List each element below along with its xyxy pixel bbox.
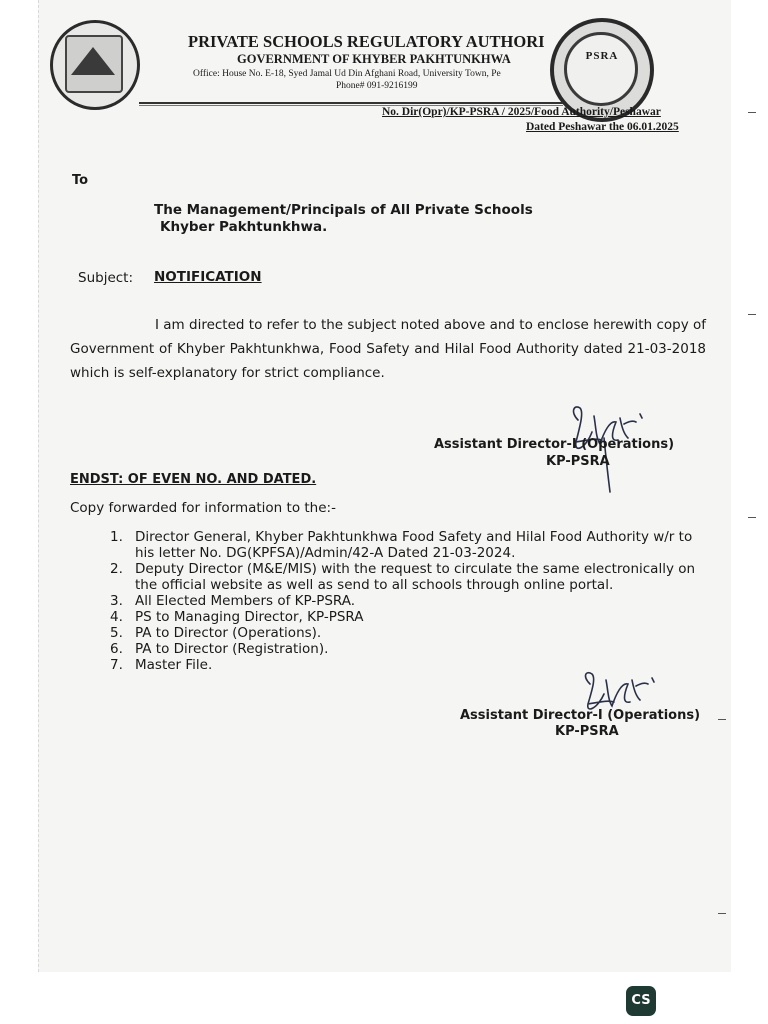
- letterhead-phone: Phone# 091-9216199: [336, 81, 418, 91]
- letter-body-text: I am directed to refer to the subject noted above and to enclose herewith copy of Government of Khyber Pakhtunkhwa, Food Safety and Hilal Food Authority dated 21-03-2018 which is self-explanatory for strict compliance.: [70, 317, 706, 381]
- list-item: 5. PA to Director (Operations).: [110, 625, 322, 641]
- signature-1-org: KP-PSRA: [546, 454, 610, 469]
- margin-mark: [718, 913, 726, 914]
- margin-mark: [748, 517, 756, 518]
- margin-mark: [748, 112, 756, 113]
- list-item: 7. Master File.: [110, 657, 213, 673]
- subject-label: Subject:: [78, 270, 134, 286]
- emblem-mountain-icon: [71, 47, 115, 75]
- letter-body: [70, 313, 706, 385]
- signature-1-title: Assistant Director-I (Operations): [434, 437, 675, 452]
- list-item: 4. PS to Managing Director, KP-PSRA: [110, 609, 364, 625]
- list-item: 2. Deputy Director (M&E/MIS) with the request to circulate the same electronically on the official website as well as send to all schools through online portal.: [110, 561, 696, 593]
- margin-mark: [718, 719, 726, 720]
- letterhead-title: PRIVATE SCHOOLS REGULATORY AUTHORI: [188, 32, 545, 51]
- letterhead-office-address: Office: House No. E-18, Syed Jamal Ud Din Afghani Road, University Town, Pe: [193, 69, 501, 79]
- letterhead-subtitle: GOVERNMENT OF KHYBER PAKHTUNKHWA: [237, 52, 511, 66]
- list-item: 1. Director General, Khyber Pakhtunkhwa Food Safety and Hilal Food Authority w/r to his letter No. DG(KPFSA)/Admin/42-A Dated 21-03-2024.: [110, 529, 693, 561]
- reference-number: No. Dir(Opr)/KP-PSRA / 2025/Food Authority/Peshawar: [382, 106, 661, 118]
- psra-logo-ring: [564, 32, 638, 106]
- list-item: 6. PA to Director (Registration).: [110, 641, 329, 657]
- distribution-list: [110, 529, 710, 673]
- endorsement-heading: ENDST: OF EVEN NO. AND DATED.: [70, 472, 317, 487]
- margin-mark: [748, 314, 756, 315]
- signature-2-org: KP-PSRA: [555, 724, 619, 739]
- addressee-line-2: Khyber Pakhtunkhwa.: [160, 219, 328, 235]
- camscanner-badge: CS: [626, 986, 656, 1016]
- signature-2-title: Assistant Director-I (Operations): [460, 708, 701, 723]
- psra-logo-text: PSRA: [585, 50, 619, 62]
- subject-value: NOTIFICATION: [154, 269, 262, 285]
- kp-government-emblem: [50, 20, 140, 110]
- letter-to-label: To: [72, 173, 89, 188]
- letterhead-divider: [139, 102, 563, 104]
- endorsement-intro: Copy forwarded for information to the:-: [70, 500, 336, 516]
- reference-date: Dated Peshawar the 06.01.2025: [526, 121, 679, 133]
- list-item: 3. All Elected Members of KP-PSRA.: [110, 593, 356, 609]
- addressee-line-1: The Management/Principals of All Private Schools: [154, 202, 533, 218]
